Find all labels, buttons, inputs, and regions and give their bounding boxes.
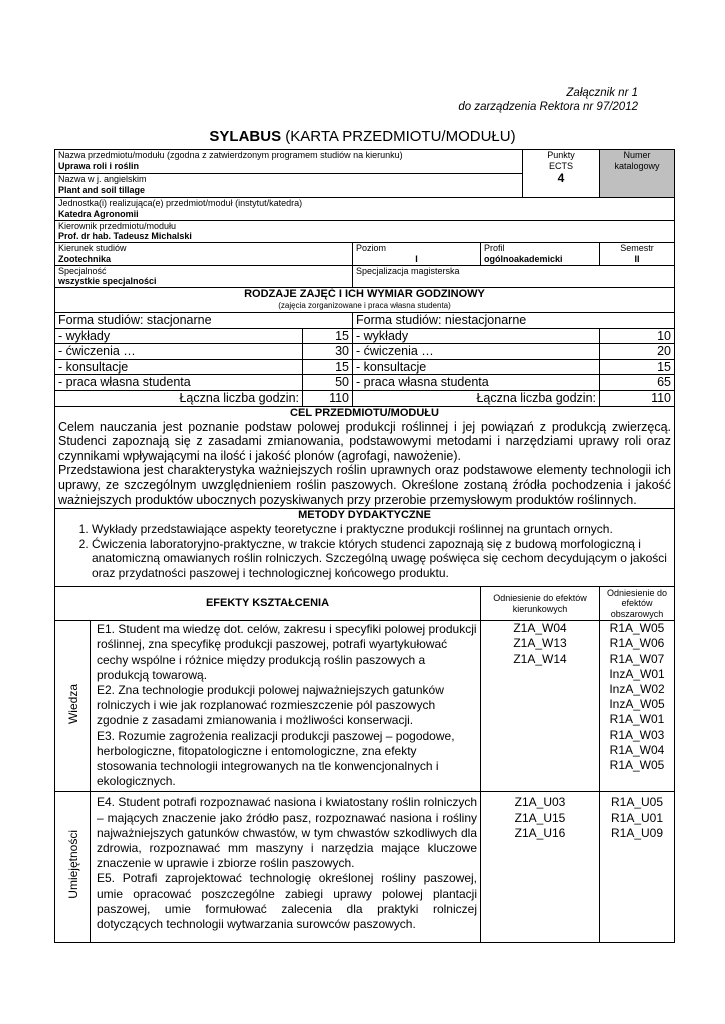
- field-code: Z1A_W13: [513, 636, 567, 651]
- outcomes-heading-cell: [55, 587, 481, 621]
- specialty-value: wszystkie specjalności: [58, 276, 157, 286]
- skills-outcome: E5. Potrafi zaprojektować technologię określonej rośliny paszowej, umie opracować poszczególne zabiegi uprawy polowej plantacji paszowej, umie formułować zalecenia dla praktyki rolniczej dotyczących technologii wytwarzania surowców paszowych.: [97, 871, 477, 931]
- nonstationary-label-cell: Forma studiów: niestacjonarne: [353, 313, 675, 329]
- area-code: R1A_W06: [609, 636, 665, 651]
- methods-cell: [55, 509, 675, 587]
- hours-row: [55, 359, 675, 375]
- specialty-label: Specjalność: [58, 265, 107, 276]
- hours-type-nst: - praca własna studenta: [353, 375, 600, 391]
- unit-value: Katedra Agronomii: [58, 208, 139, 219]
- field-code: Z1A_U15: [514, 810, 566, 825]
- hours-value-nst: 10: [600, 328, 675, 344]
- master-spec-label: Specjalizacja magisterska: [356, 265, 460, 276]
- knowledge-outcome: E3. Rozumie zagrożenia realizacji produkcji paszowej – pogodowe, herbologiczne, fitopatologiczne i entomologiczne, zna efekty stosowania technologii integrowanych na tle konwencjonalnych i ekologicznych.: [97, 728, 455, 789]
- goal-heading: CEL PRZEDMIOTU/MODUŁU: [290, 406, 439, 419]
- semester-cell: [600, 243, 675, 266]
- specialty-cell: [55, 265, 353, 288]
- area-code: R1A_U01: [611, 810, 664, 825]
- title-rest: (KARTA PRZEDMIOTU/MODUŁU): [281, 128, 516, 145]
- stationary-label-cell: Forma studiów: stacjonarne: [55, 313, 353, 329]
- area-code: InzA_W02: [609, 681, 665, 696]
- area-code: R1A_W05: [609, 757, 665, 772]
- hours-subheading: (zajęcia zorganizowane i praca własna studenta): [278, 301, 451, 310]
- field-code: Z1A_W04: [513, 621, 567, 636]
- area-code: R1A_W04: [609, 742, 665, 757]
- english-name-cell: [55, 174, 523, 198]
- area-code: InzA_W05: [609, 697, 665, 712]
- total-label-nst: Łączna liczba godzin:: [353, 390, 600, 406]
- ects-label: Punkty ECTS: [547, 150, 575, 171]
- semester-value: II: [634, 253, 640, 264]
- master-spec-cell: [353, 265, 675, 288]
- knowledge-field-codes: [481, 621, 600, 792]
- coordinator-cell: [55, 220, 675, 243]
- hours-heading: RODZAJE ZAJĘĆ I ICH WYMIAR GODZINOWY: [244, 288, 485, 300]
- hours-heading-cell: [55, 288, 675, 313]
- annex-label: Załącznik nr 1: [566, 87, 638, 99]
- hours-value-st: 30: [303, 344, 353, 360]
- field-reference-header: [481, 587, 600, 621]
- field-reference-label: Odniesienie do efektów kierunkowych: [493, 593, 587, 614]
- course-name-cell: [55, 150, 523, 174]
- hours-type-nst: - ćwiczenia …: [353, 344, 600, 360]
- area-reference-label: Odniesienie do efektów obszarowych: [606, 587, 668, 619]
- knowledge-outcome: E2. Zna technologie produkcji polowej najważniejszych gatunków rolniczych i wie jak rozplanować rozmieszczenie pól paszowych zgodnie z zasadami zmianowania i możliwości konserwacji.: [97, 682, 444, 728]
- skills-text-cell: [91, 792, 481, 943]
- hours-value-st: 15: [303, 328, 353, 344]
- hours-type-nst: - konsultacje: [353, 359, 600, 375]
- ects-value: 4: [557, 171, 565, 185]
- syllabus-table: [54, 149, 675, 943]
- hours-value-nst: 20: [600, 344, 675, 360]
- hours-type-st: - wykłady: [55, 328, 303, 344]
- skills-field-codes: [481, 792, 600, 943]
- field-code: Z1A_U03: [514, 795, 566, 810]
- hours-value-st: 50: [303, 375, 353, 391]
- skills-label-cell: [55, 792, 91, 943]
- coordinator-value: Prof. dr hab. Tadeusz Michalski: [58, 231, 192, 241]
- ects-cell: [523, 150, 600, 198]
- semester-label: Semestr: [620, 243, 654, 253]
- hours-type-st: - ćwiczenia …: [55, 344, 303, 360]
- hours-value-nst: 65: [600, 375, 675, 391]
- area-code: InzA_W01: [609, 666, 665, 681]
- level-cell: [353, 243, 481, 266]
- hours-type-st: - konsultacje: [55, 359, 303, 375]
- hours-row: [55, 344, 675, 360]
- hours-value-nst: 15: [600, 359, 675, 375]
- level-label: Poziom: [356, 243, 387, 253]
- knowledge-outcome: E1. Student ma wiedzę dot. celów, zakresu i specyfiki polowej produkcji roślinnej, zna specyfikę produkcji paszowej, potrafi wyartykułować cechy wspólne i różnice między produkcją roślin paszowych a produkcją towarową.: [97, 622, 477, 682]
- methods-item: 1. Wykłady przedstawiające aspekty teoretyczne i praktyczne produkcji roślinnej na gruntach ornych.: [92, 522, 671, 537]
- total-label-st: Łączna liczba godzin:: [55, 390, 303, 406]
- english-name-value: Plant and soil tillage: [58, 184, 146, 195]
- course-name-label: Nazwa przedmiotu/modułu (zgodna z zatwierdzonym programem studiów na kierunku): [58, 150, 403, 160]
- skills-area-codes: [600, 792, 675, 943]
- area-reference-header: [600, 587, 675, 621]
- skills-label: Umiejętności: [65, 830, 80, 900]
- goal-cell: [55, 406, 675, 509]
- methods-list: [58, 522, 671, 580]
- methods-item: 2. Ćwiczenia laboratoryjno-praktyczne, w trakcie których studenci zapoznają się z budową morfologiczną i anatomiczną omawianych roślin rolniczych. Szczególną uwagę poświęca się cechom decydującym o jakości oraz przydatności paszowej i technologicznej końcowego produktu.: [92, 537, 671, 581]
- area-code: R1A_W05: [609, 621, 665, 636]
- page-title: [0, 128, 725, 145]
- course-name-value: Uprawa roli i roślin: [58, 160, 140, 171]
- area-code: R1A_U09: [611, 825, 664, 840]
- profile-label: Profil: [484, 243, 505, 253]
- knowledge-text-cell: [91, 621, 481, 792]
- skills-outcome: E4. Student potrafi rozpoznawać nasiona i kwiatostany roślin rolniczych – mających znaczenie jako źródło pasz, rozpoznawać nasiona i rośliny najważniejszych gatunków chwastów, w tym chwastów szkodliwych dla zdrowia, rozpoznawać mm maszyny i narzędzia mające kluczowe znaczenie w uprawie i zbiorze roślin paszowych.: [97, 795, 477, 871]
- goal-paragraph-1: Celem nauczania jest poznanie podstaw polowej produkcji roślinnej i jej powiązań z produkcją zwierzęcą. Studenci zapoznają się z zasadami zmianowania, podstawowymi metodami i narzędziami uprawy roli oraz czynnikami wpływającymi na ilość i jakość plonów (agrofagi, nawożenie).: [58, 419, 672, 463]
- field-cell: [55, 243, 353, 266]
- hours-row: [55, 375, 675, 391]
- area-code: R1A_W07: [609, 651, 665, 666]
- english-name-label: Nazwa w j. angielskim: [58, 174, 147, 184]
- area-code: R1A_W01: [609, 712, 665, 727]
- knowledge-label: Wiedza: [65, 683, 80, 724]
- hours-type-st: - praca własna studenta: [55, 375, 303, 391]
- field-code: Z1A_U16: [514, 825, 566, 840]
- methods-heading: METODY DYDAKTYCZNE: [298, 509, 431, 522]
- field-label: Kierunek studiów: [58, 243, 127, 253]
- knowledge-label-cell: [55, 621, 91, 792]
- goal-paragraph-2: Przedstawiona jest charakterystyka ważniejszych roślin uprawnych oraz podstawowe elementy technologii ich uprawy, ze szczególnym uwzględnieniem roślin paszowych. Określone zostaną źródła pochodzenia i jakość ważniejszych produktów ubocznych pozyskiwanych przy przerobie przemysłowym produktów roślinnych.: [58, 463, 672, 507]
- decree-label: do zarządzenia Rektora nr 97/2012: [458, 101, 638, 113]
- profile-value: ogólnoakademicki: [484, 253, 563, 264]
- unit-label: Jednostka(i) realizująca(e) przedmiot/moduł (instytut/katedra): [58, 198, 303, 208]
- knowledge-area-codes: [600, 621, 675, 792]
- profile-cell: [481, 243, 600, 266]
- total-value-nst: 110: [600, 390, 675, 406]
- unit-cell: [55, 198, 675, 221]
- area-code: R1A_U05: [611, 795, 664, 810]
- catalog-number-cell: [600, 150, 675, 198]
- catalog-number-label: Numer katalogowy: [614, 150, 660, 171]
- title-bold: SYLABUS: [209, 128, 282, 145]
- field-value: Zootechnika: [58, 253, 112, 264]
- field-code: Z1A_W14: [513, 651, 567, 666]
- area-code: R1A_W03: [609, 727, 665, 742]
- hours-type-nst: - wykłady: [353, 328, 600, 344]
- outcomes-heading: EFEKTY KSZTAŁCENIA: [205, 597, 330, 610]
- hours-row: [55, 328, 675, 344]
- level-value: I: [415, 253, 418, 264]
- total-value-st: 110: [303, 390, 353, 406]
- hours-value-st: 15: [303, 359, 353, 375]
- coordinator-label: Kierownik przedmiotu/modułu: [58, 220, 177, 231]
